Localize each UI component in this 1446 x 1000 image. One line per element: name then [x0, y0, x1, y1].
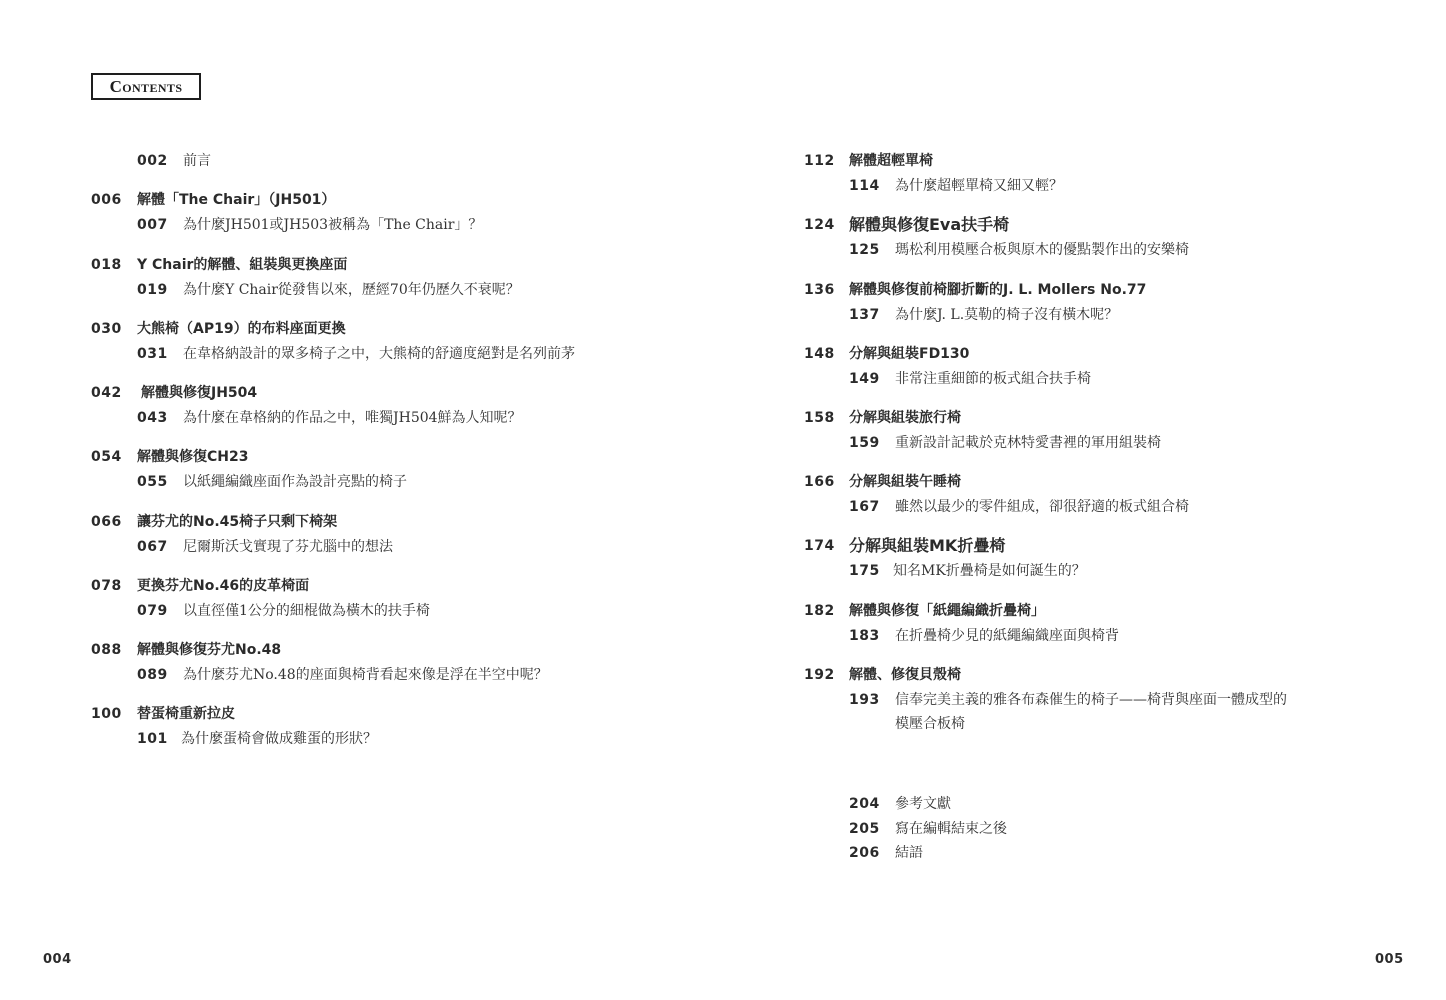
chapter-title: 分解與組裝旅行椅 — [849, 410, 961, 426]
subsection-title: 知名MK折疊椅是如何誕生的？ — [893, 563, 1086, 579]
chapter-title: 解體與修復Eva扶手椅 — [849, 215, 1010, 234]
chapter-title: 解體與修復芬尤No.48 — [137, 642, 282, 658]
subsection-number: 137 — [849, 307, 880, 323]
chapter-title: 解體與修復JH504 — [141, 385, 258, 401]
subsection-title: 雖然以最少的零件組成，卻很舒適的板式組合椅 — [895, 499, 1189, 515]
subsection-title: 在折疊椅少見的紙繩編織座面與椅背 — [895, 628, 1119, 644]
subsection-number: 149 — [849, 371, 880, 387]
subsection-number: 043 — [137, 410, 168, 426]
chapter-title: 分解與組裝FD130 — [849, 346, 970, 362]
subsection-number: 089 — [137, 667, 168, 683]
page-number: 205 — [849, 821, 880, 837]
subsection-number: 167 — [849, 499, 880, 515]
chapter-number: 088 — [91, 642, 122, 658]
chapter-title: 解體與修復「紙繩編織折疊椅」 — [849, 603, 1045, 619]
page-number: 206 — [849, 845, 880, 861]
chapter-number: 192 — [804, 667, 835, 683]
chapter-number: 136 — [804, 282, 835, 298]
chapter-number: 100 — [91, 706, 122, 722]
chapter-number: 124 — [804, 217, 835, 233]
chapter-number: 182 — [804, 603, 835, 619]
chapter-number: 166 — [804, 474, 835, 490]
chapter-title: 解體超輕單椅 — [849, 153, 933, 169]
subsection-number: 183 — [849, 628, 880, 644]
chapter-title: 分解與組裝MK折疊椅 — [849, 536, 1006, 555]
subsection-title: 為什麼芬尤No.48的座面與椅背看起來像是浮在半空中呢？ — [183, 667, 548, 683]
subsection-title: 在韋格納設計的眾多椅子之中，大熊椅的舒適度絕對是名列前茅 — [183, 346, 575, 362]
chapter-number: 112 — [804, 153, 835, 169]
subsection-title-continued: 模壓合板椅 — [895, 716, 965, 732]
subsection-number: 125 — [849, 242, 880, 258]
chapter-number: 030 — [91, 321, 122, 337]
subsection-number: 159 — [849, 435, 880, 451]
subsection-number: 007 — [137, 217, 168, 233]
chapter-number: 006 — [91, 192, 122, 208]
subsection-title: 以直徑僅1公分的細棍做為橫木的扶手椅 — [183, 603, 430, 619]
subsection-title: 信奉完美主義的雅各布森催生的椅子——椅背與座面一體成型的 — [895, 692, 1287, 708]
chapter-number: 018 — [91, 257, 122, 273]
page-number: 204 — [849, 796, 880, 812]
chapter-number: 054 — [91, 449, 122, 465]
subsection-title: 瑪松利用模壓合板與原木的優點製作出的安樂椅 — [895, 242, 1189, 258]
chapter-number: 042 — [91, 385, 122, 401]
subsection-number: 101 — [137, 731, 168, 747]
chapter-number: 174 — [804, 538, 835, 554]
subsection-number: 067 — [137, 539, 168, 555]
subsection-title: 非常注重細節的板式組合扶手椅 — [895, 371, 1091, 387]
chapter-title: 解體、修復貝殼椅 — [849, 667, 961, 683]
subsection-number: 114 — [849, 178, 880, 194]
chapter-number: 066 — [91, 514, 122, 530]
subsection-number: 031 — [137, 346, 168, 362]
subsection-number: 019 — [137, 282, 168, 298]
subsection-title: 為什麼超輕單椅又細又輕？ — [895, 178, 1063, 194]
subsection-title: 為什麼JH501或JH503被稱為「The Chair」？ — [183, 217, 483, 233]
subsection-title: 為什麼Y Chair從發售以來，歷經70年仍歷久不衰呢？ — [183, 282, 520, 298]
subsection-number: 079 — [137, 603, 168, 619]
subsection-number: 055 — [137, 474, 168, 490]
subsection-title: 重新設計記載於克林特愛書裡的軍用組裝椅 — [895, 435, 1161, 451]
entry-title: 參考文獻 — [895, 796, 951, 812]
subsection-title: 為什麼蛋椅會做成雞蛋的形狀？ — [181, 731, 377, 747]
chapter-title: 解體「The Chair」（JH501） — [137, 192, 336, 208]
chapter-number: 148 — [804, 346, 835, 362]
chapter-title: 大熊椅（AP19）的布料座面更換 — [137, 321, 346, 337]
entry-title: 結語 — [895, 845, 923, 861]
chapter-title: 分解與組裝午睡椅 — [849, 474, 961, 490]
entry-title: 寫在編輯結束之後 — [895, 821, 1007, 837]
chapter-title: 解體與修復前椅腳折斷的J. L. Mollers No.77 — [849, 282, 1147, 298]
page-folio-left: 004 — [43, 952, 72, 967]
chapter-title: 讓芬尤的No.45椅子只剩下椅架 — [137, 514, 338, 530]
chapter-title: Y Chair的解體、組裝與更換座面 — [137, 257, 348, 273]
chapter-title: 解體與修復CH23 — [137, 449, 249, 465]
subsection-title: 以紙繩編織座面作為設計亮點的椅子 — [183, 474, 407, 490]
chapter-title: 更換芬尤No.46的皮革椅面 — [137, 578, 310, 594]
chapter-number: 158 — [804, 410, 835, 426]
contents-heading: Contents — [91, 73, 201, 100]
page-folio-right: 005 — [1375, 952, 1404, 967]
subsection-title: 為什麼在韋格納的作品之中，唯獨JH504鮮為人知呢？ — [183, 410, 522, 426]
subsection-title: 為什麼J. L.莫勒的椅子沒有橫木呢？ — [895, 307, 1119, 323]
page-number: 002 — [137, 153, 168, 169]
entry-title: 前言 — [183, 153, 211, 169]
subsection-number: 193 — [849, 692, 880, 708]
subsection-number: 175 — [849, 563, 880, 579]
subsection-title: 尼爾斯沃戈實現了芬尤腦中的想法 — [183, 539, 393, 555]
chapter-title: 替蛋椅重新拉皮 — [137, 706, 235, 722]
chapter-number: 078 — [91, 578, 122, 594]
